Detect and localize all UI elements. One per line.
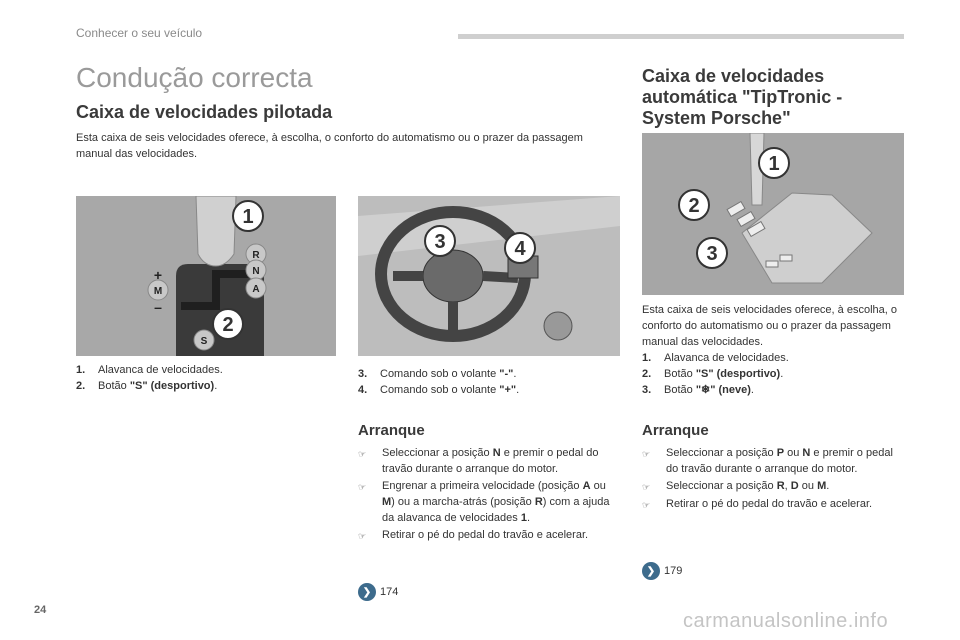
page-title: Condução correcta bbox=[76, 62, 313, 93]
arrow-bullet-icon: ☞ bbox=[642, 482, 651, 492]
label-m: M bbox=[153, 286, 163, 297]
callout-3: 3 bbox=[434, 231, 446, 253]
arrow-bullet-icon: ☞ bbox=[358, 482, 367, 492]
auto-legend bbox=[642, 350, 789, 398]
pilot-start-steps bbox=[358, 445, 620, 545]
list-item bbox=[642, 496, 904, 513]
pilot-start-heading: Arranque bbox=[358, 422, 425, 439]
arrow-bullet-icon: ☞ bbox=[358, 449, 367, 459]
step-text: Retirar o pé do pedal do travão e acelerar. bbox=[382, 529, 589, 541]
label-r: R bbox=[252, 250, 260, 261]
label-plus: + bbox=[153, 267, 163, 283]
callout-2: 2 bbox=[688, 195, 700, 217]
item-text: Alavanca de velocidades. bbox=[98, 364, 223, 376]
header-rule bbox=[458, 34, 904, 39]
list-item bbox=[358, 478, 620, 526]
step-text: Retirar o pé do pedal do travão e acelerar. bbox=[666, 498, 873, 510]
reference-page: 179 bbox=[664, 565, 683, 577]
tiptronic-figure bbox=[642, 133, 904, 295]
list-item bbox=[358, 527, 620, 544]
auto-description: Esta caixa de seis velocidades oferece, à escolha, o conforto do automatismo ou o prazer da passagem manual das velocidades. bbox=[642, 304, 897, 348]
reference-page: 174 bbox=[380, 586, 399, 598]
page-number: 24 bbox=[34, 604, 47, 616]
item-text: Botão "❄" (neve). bbox=[664, 384, 754, 396]
item-number: 2. bbox=[76, 380, 86, 392]
step-text: Seleccionar a posição R, D ou M. bbox=[666, 480, 830, 492]
list-item bbox=[642, 445, 904, 477]
label-s: S bbox=[200, 336, 208, 347]
item-number: 2. bbox=[642, 368, 652, 380]
label-n: N bbox=[252, 266, 260, 277]
arrow-bullet-icon: ☞ bbox=[642, 500, 651, 510]
callout-2: 2 bbox=[222, 314, 234, 336]
arrow-bullet-icon: ☞ bbox=[358, 531, 367, 541]
chevron-right-icon: ❯ bbox=[642, 562, 660, 580]
step-text: Seleccionar a posição P ou N e premir o pedal do travão durante o arranque do motor. bbox=[666, 447, 893, 475]
item-text: Alavanca de velocidades. bbox=[664, 352, 789, 364]
list-item bbox=[358, 445, 620, 477]
callout-3: 3 bbox=[706, 243, 718, 265]
list-item bbox=[642, 478, 904, 495]
pilot-legend-left bbox=[76, 362, 223, 394]
list-item bbox=[358, 366, 519, 382]
auto-start-steps bbox=[642, 445, 904, 514]
step-text: Seleccionar a posição N e premir o pedal do travão durante o arranque do motor. bbox=[382, 447, 599, 475]
steering-wheel-figure bbox=[358, 196, 620, 356]
section-header: Conhecer o seu veículo bbox=[76, 26, 203, 40]
callout-1: 1 bbox=[242, 206, 254, 228]
item-number: 1. bbox=[642, 352, 652, 364]
watermark: carmanualsonline.info bbox=[683, 610, 889, 632]
item-text: Botão "S" (desportivo). bbox=[664, 368, 784, 380]
item-number: 3. bbox=[358, 368, 368, 380]
auto-start-heading: Arranque bbox=[642, 422, 709, 439]
arrow-bullet-icon: ☞ bbox=[642, 449, 651, 459]
callout-4: 4 bbox=[514, 238, 526, 260]
pilot-intro: Esta caixa de seis velocidades oferece, à escolha, o conforto do automatismo ou o prazer da passagem manual das velocidades. bbox=[76, 132, 583, 160]
item-number: 4. bbox=[358, 384, 368, 396]
page-reference-link[interactable] bbox=[358, 583, 398, 601]
item-number: 3. bbox=[642, 384, 652, 396]
item-text: Comando sob o volante "-". bbox=[380, 368, 517, 380]
label-a: A bbox=[252, 284, 260, 295]
gear-selector-figure bbox=[76, 196, 336, 356]
list-item bbox=[642, 366, 789, 382]
pilot-legend-right bbox=[358, 366, 519, 398]
item-text: Botão "S" (desportivo). bbox=[98, 380, 218, 392]
list-item bbox=[642, 382, 789, 398]
label-minus: – bbox=[154, 299, 162, 315]
callout-1: 1 bbox=[768, 153, 780, 175]
list-item bbox=[76, 362, 223, 378]
step-text: Engrenar a primeira velocidade (posição A ou M) ou a marcha-atrás (posição R) com a ajuda da alavanca de velocidades 1. bbox=[382, 480, 610, 524]
auto-gearbox-heading: Caixa de velocidades automática "TipTronic - System Porsche" bbox=[642, 66, 843, 128]
pilot-gearbox-heading: Caixa de velocidades pilotada bbox=[76, 102, 333, 122]
list-item bbox=[358, 382, 519, 398]
item-text: Comando sob o volante "+". bbox=[380, 384, 520, 396]
item-number: 1. bbox=[76, 364, 86, 376]
page-reference-link[interactable] bbox=[642, 562, 682, 580]
list-item bbox=[642, 350, 789, 366]
chevron-right-icon: ❯ bbox=[358, 583, 376, 601]
list-item bbox=[76, 378, 223, 394]
